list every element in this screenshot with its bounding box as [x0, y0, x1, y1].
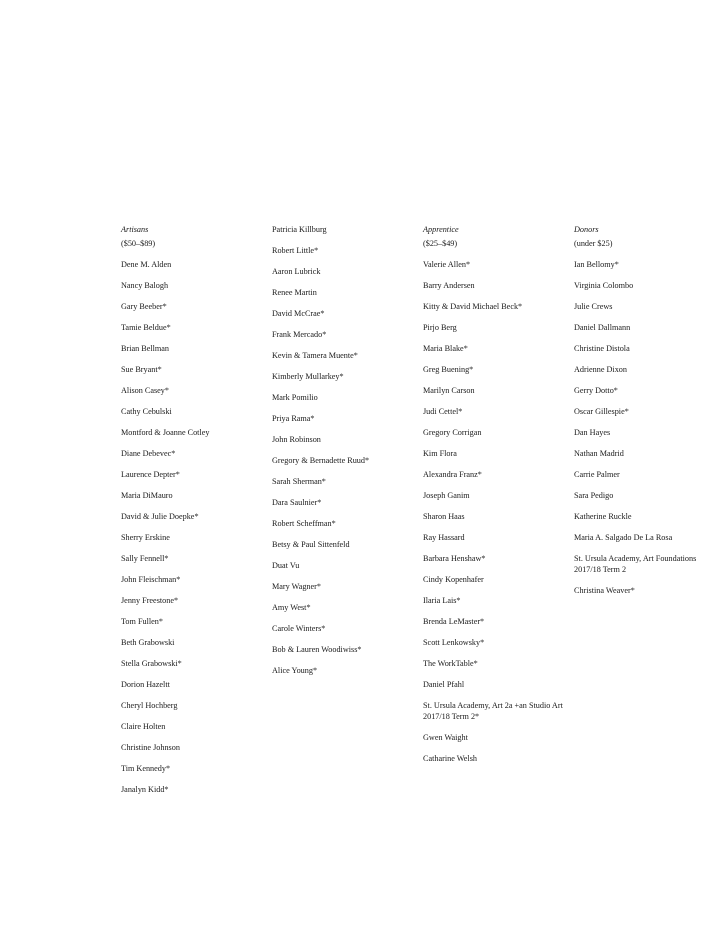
donor-name: St. Ursula Academy, Art 2a +an Studio Art 2017/18 Term 2*	[423, 701, 563, 721]
donor-name: Robert Little*	[272, 246, 319, 255]
donor-name: Alexandra Franz*	[423, 470, 482, 479]
donor-name: Brenda LeMaster*	[423, 617, 485, 626]
donor-name: Brian Bellman	[121, 344, 169, 353]
section-heading: Donors	[574, 225, 599, 234]
donor-name: John Robinson	[272, 435, 321, 444]
donor-name: Carrie Palmer	[574, 470, 620, 479]
donor-name: Sally Fennell*	[121, 554, 169, 563]
donor-name: Kevin & Tamera Muente*	[272, 351, 358, 360]
donor-name: Kim Flora	[423, 449, 457, 458]
donor-name: Oscar Gillespie*	[574, 407, 629, 416]
donor-name: Patricia Killburg	[272, 225, 327, 234]
donor-name: The WorkTable*	[423, 659, 478, 668]
name-list	[272, 224, 420, 676]
donor-name: Mary Wagner*	[272, 582, 321, 591]
donor-name: Gregory & Bernadette Ruud*	[272, 456, 370, 465]
donor-name: Laurence Depter*	[121, 470, 180, 479]
donor-name: Alison Casey*	[121, 386, 169, 395]
donor-name: Duat Vu	[272, 561, 300, 570]
donor-name: St. Ursula Academy, Art Foundations 2017/18 Term 2	[574, 554, 697, 574]
donor-name: Amy West*	[272, 603, 311, 612]
donor-name: Katherine Ruckle	[574, 512, 632, 521]
section-range: ($25–$49)	[423, 239, 458, 248]
section-range: (under $25)	[574, 239, 613, 248]
donor-name: Adrienne Dixon	[574, 365, 627, 374]
donor-name: Cindy Kopenhafer	[423, 575, 484, 584]
donor-name: Claire Holten	[121, 722, 166, 731]
donor-name: Sherry Erskine	[121, 533, 170, 542]
donor-name: Maria Blake*	[423, 344, 468, 353]
donor-name: Scott Lenkowsky*	[423, 638, 485, 647]
donor-name: Gwen Waight	[423, 733, 468, 742]
donor-name: Pirjo Berg	[423, 323, 457, 332]
donor-name: Diane Debevec*	[121, 449, 176, 458]
donor-name: Sara Pedigo	[574, 491, 614, 500]
donor-name: Alice Young*	[272, 666, 318, 675]
donor-name: Robert Scheffman*	[272, 519, 336, 528]
donor-name: Dan Hayes	[574, 428, 611, 437]
donor-name: Priya Rama*	[272, 414, 315, 423]
donor-name: Julie Crews	[574, 302, 613, 311]
donor-name: Christine Johnson	[121, 743, 180, 752]
donor-name: Frank Mercado*	[272, 330, 327, 339]
donor-name: John Fleischman*	[121, 575, 181, 584]
name-list	[423, 259, 571, 764]
name-list	[121, 259, 269, 795]
name-list	[574, 259, 716, 596]
donor-name: Joseph Ganim	[423, 491, 470, 500]
donor-name: Cheryl Hochberg	[121, 701, 178, 710]
donor-name: Gerry Dotto*	[574, 386, 618, 395]
donor-name: Sue Bryant*	[121, 365, 162, 374]
donor-name: Sharon Haas	[423, 512, 465, 521]
donor-name: Beth Grabowski	[121, 638, 175, 647]
donor-name: Valerie Allen*	[423, 260, 471, 269]
donor-name: Kitty & David Michael Beck*	[423, 302, 523, 311]
donor-name: Marilyn Carson	[423, 386, 475, 395]
donor-name: Daniel Dallmann	[574, 323, 631, 332]
donor-name: Dara Saulnier*	[272, 498, 322, 507]
donor-name: Ray Hassard	[423, 533, 465, 542]
donor-name: Jenny Freestone*	[121, 596, 179, 605]
section-range: ($50–$89)	[121, 239, 156, 248]
donor-name: Carole Winters*	[272, 624, 326, 633]
donor-name: Ilaria Lais*	[423, 596, 461, 605]
donor-name: Gregory Corrigan	[423, 428, 482, 437]
donor-name: Tamie Beldue*	[121, 323, 171, 332]
donor-name: Daniel Pfahl	[423, 680, 465, 689]
donor-name: Ian Bellomy*	[574, 260, 619, 269]
donor-name: Montford & Joanne Cotley	[121, 428, 210, 437]
donor-name: Christina Weaver*	[574, 586, 635, 595]
donor-name: Barbara Henshaw*	[423, 554, 486, 563]
donor-name: Catharine Welsh	[423, 754, 477, 763]
donor-name: Greg Buening*	[423, 365, 474, 374]
donor-name: Barry Andersen	[423, 281, 475, 290]
section-heading: Artisans	[121, 225, 149, 234]
donor-name: Mark Pomilio	[272, 393, 318, 402]
donor-name: Judi Cettel*	[423, 407, 463, 416]
donor-name: Tim Kennedy*	[121, 764, 171, 773]
donor-name: Tom Fullen*	[121, 617, 163, 626]
donor-name: Renee Martin	[272, 288, 317, 297]
donor-name: David & Julie Doepke*	[121, 512, 199, 521]
donor-name: Nathan Madrid	[574, 449, 624, 458]
donor-name: Dorion Hazeltt	[121, 680, 170, 689]
donor-name: Maria A. Salgado De La Rosa	[574, 533, 673, 542]
donor-name: Nancy Balogh	[121, 281, 169, 290]
donor-name: Stella Grabowski*	[121, 659, 182, 668]
donor-name: Kimberly Mullarkey*	[272, 372, 344, 381]
donor-name: Aaron Lubrick	[272, 267, 321, 276]
column-apprentice	[423, 224, 571, 774]
donor-name: Christine Distola	[574, 344, 630, 353]
donor-name: Sarah Sherman*	[272, 477, 326, 486]
column-artisans	[121, 224, 269, 805]
donor-name: Cathy Cebulski	[121, 407, 172, 416]
donor-name: Virginia Colombo	[574, 281, 634, 290]
column-donors	[574, 224, 716, 606]
donor-name: Maria DiMauro	[121, 491, 173, 500]
donor-name: Bob & Lauren Woodiwiss*	[272, 645, 362, 654]
donor-name: Gary Beeber*	[121, 302, 167, 311]
donor-name: Dene M. Alden	[121, 260, 172, 269]
column-artisans-continued	[272, 224, 420, 686]
donor-name: Betsy & Paul Sittenfeld	[272, 540, 350, 549]
section-heading: Apprentice	[423, 225, 459, 234]
donor-name: Janalyn Kidd*	[121, 785, 169, 794]
donor-name: David McCrae*	[272, 309, 325, 318]
